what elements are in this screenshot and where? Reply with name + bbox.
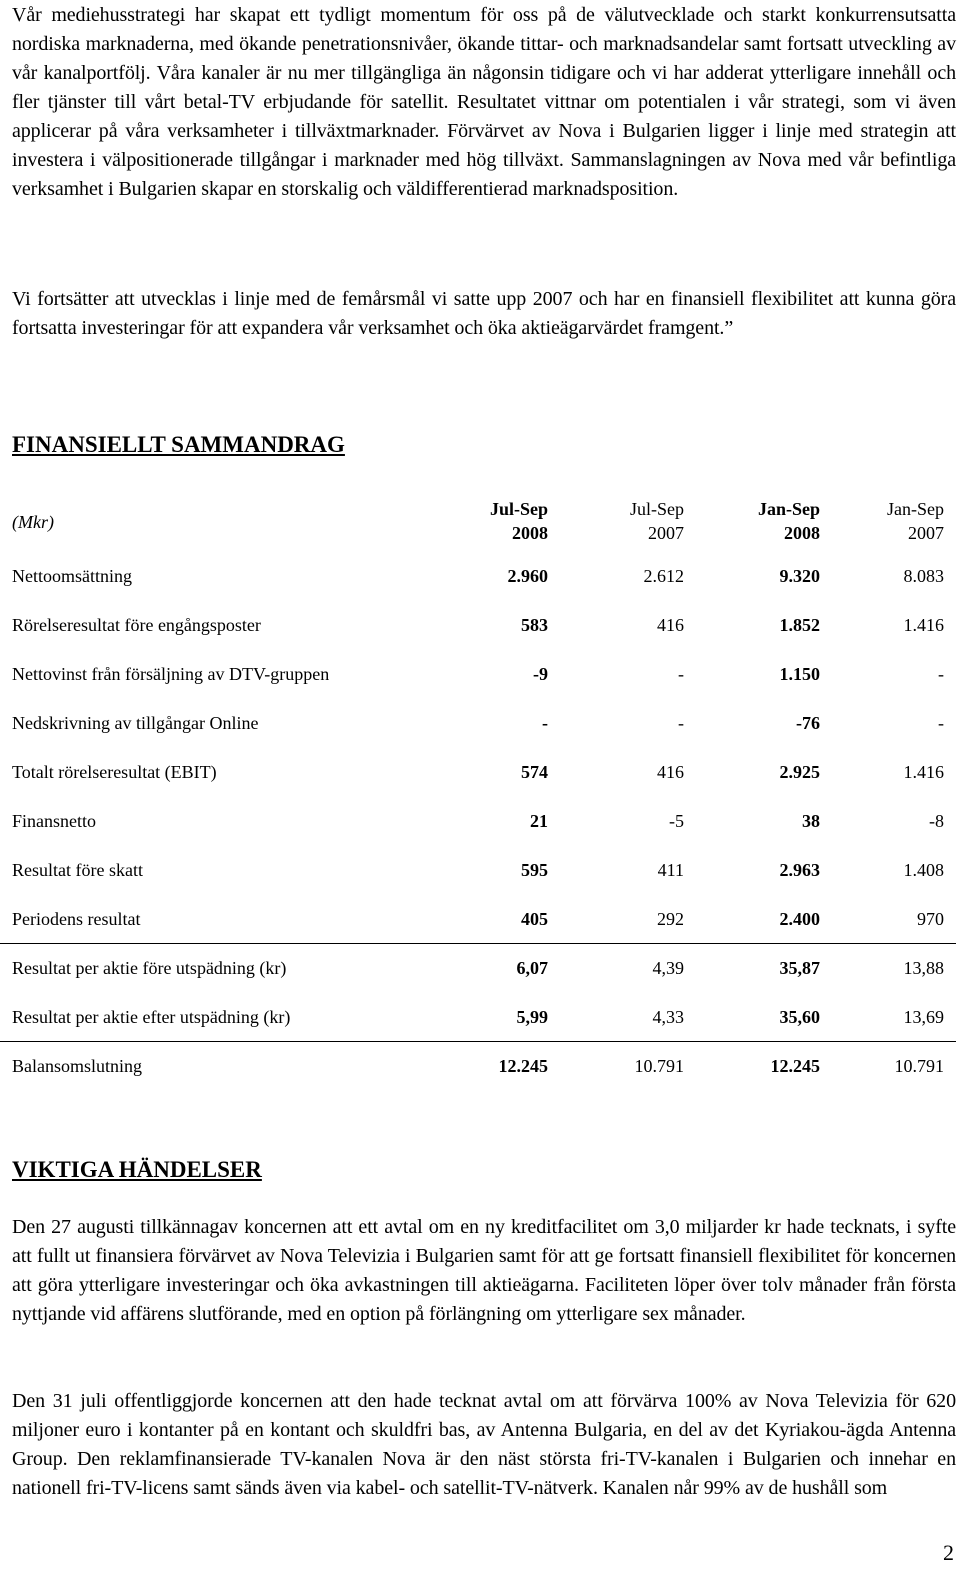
cell-value: 574 <box>521 761 548 782</box>
cell-value: 9.320 <box>779 565 820 586</box>
table-row <box>12 650 956 699</box>
table-row <box>12 601 956 650</box>
events-paragraph-1: Den 27 augusti tillkännagav koncernen att ett avtal om en ny kreditfacilitet om 3,0 miljarder kr hade tecknats, i syfte att fullt ut finansiera förvärvet av Nova Televizia i Bulgarien samt för att ge fortsatt finansiell flexibilitet för koncernen att göra ytterligare investeringar och öka avkastningen till aktieägarna. Faciliteten löper över tolv månader från första nyttjande vid affärens slutförande, med en option på förlängning om ytterligare sex månader. <box>12 1216 956 1325</box>
cell-value: 35,60 <box>779 1006 820 1027</box>
row-label: Rörelseresultat före engångsposter <box>12 614 261 635</box>
table-body <box>12 552 956 1091</box>
table-row <box>12 1042 956 1091</box>
intro-paragraph-1: Vår mediehusstrategi har skapat ett tydligt momentum för oss på de välutvecklade och starkt konkurrensutsatta nordiska marknaderna, med ökande penetrationsnivåer, ökande tittar- och marknadsandelar samt fortsatt utveckling av vår kanalportfölj. Våra kanaler är nu mer tillgängliga än någonsin tidigare och vi har adderat ytterligare innehåll och fler tjänster till vårt betal-TV erbjudande för satellit. Resultatet vittnar om potentialen i vår strategi, som vi även applicerar på våra verksamheter i tillväxtmarknader. Förvärvet av Nova i Bulgarien ligger i linje med strategin att investera i välpositionerade tillgångar i marknader med hög tillväxt. Sammanslagningen av Nova med vår befintliga verksamhet i Bulgarien skapar en storskalig och väldifferentierad marknadsposition. <box>12 4 956 200</box>
cell-value: 12.245 <box>770 1055 820 1076</box>
cell-value: 35,87 <box>779 957 820 978</box>
cell-value: 13,88 <box>903 957 944 978</box>
row-label: Nedskrivning av tillgångar Online <box>12 712 259 733</box>
column-header-jan-sep-2008: Jan-Sep 2008 <box>757 499 820 543</box>
cell-value: 2.400 <box>779 908 820 929</box>
cell-value: 1.408 <box>903 859 944 880</box>
cell-value: -76 <box>796 712 820 733</box>
column-header-jul-sep-2008: Jul-Sep 2008 <box>489 499 548 543</box>
cell-value: 1.416 <box>903 614 944 635</box>
events-paragraph-2: Den 31 juli offentliggjorde koncernen att den hade tecknat avtal om att förvärva 100% av Nova Televizia för 620 miljoner euro i kontanter på en kontant och skuldfri bas, av Antenna Bulgaria, en del av det Kyriakou-ägda Antenna Group. Den reklamfinansierade TV-kanalen Nova är den näst största fri-TV-kanalen i Bulgarien och innehar en nationell fri-TV-licens samt sänds även via kabel- och satellit-TV-nätverk. Kanalen når 99% av de hushåll som <box>12 1390 956 1499</box>
unit-label: (Mkr) <box>12 512 54 532</box>
cell-value: 12.245 <box>498 1055 548 1076</box>
table-row <box>12 846 956 895</box>
table-row <box>12 797 956 846</box>
cell-value: 595 <box>521 859 548 880</box>
page-number: 2 <box>943 1540 954 1565</box>
cell-value: 1.852 <box>779 614 820 635</box>
row-label: Nettoomsättning <box>12 565 132 586</box>
column-header-jul-sep-2007: Jul-Sep 2007 <box>630 499 684 543</box>
cell-value: 970 <box>917 908 944 929</box>
cell-value: 2.960 <box>507 565 548 586</box>
row-label: Resultat före skatt <box>12 859 143 880</box>
cell-value: 10.791 <box>634 1055 684 1076</box>
cell-value: 405 <box>521 908 548 929</box>
table-row <box>12 895 956 944</box>
intro-paragraph-2: Vi fortsätter att utvecklas i linje med de femårsmål vi satte upp 2007 och har en finansiell flexibilitet att kunna göra fortsatta investeringar för att expandera vår verksamhet och öka aktieägarvärdet framgent.” <box>12 288 956 339</box>
financial-summary-table <box>12 492 956 1091</box>
row-label: Resultat per aktie före utspädning (kr) <box>12 957 287 978</box>
table-header <box>12 492 956 552</box>
cell-value: 4,33 <box>652 1006 684 1027</box>
cell-value: - <box>678 663 684 684</box>
cell-value: 2.612 <box>643 565 684 586</box>
cell-value: 5,99 <box>516 1006 548 1027</box>
cell-value: 2.963 <box>779 859 820 880</box>
row-label: Finansnetto <box>12 810 96 831</box>
table-row <box>12 552 956 601</box>
cell-value: -5 <box>669 810 684 831</box>
row-label: Totalt rörelseresultat (EBIT) <box>12 761 217 782</box>
cell-value: - <box>678 712 684 733</box>
cell-value: -9 <box>533 663 548 684</box>
cell-value: 1.416 <box>903 761 944 782</box>
column-header-jan-sep-2007: Jan-Sep 2007 <box>887 499 944 543</box>
table-row <box>12 748 956 797</box>
row-label: Balansomslutning <box>12 1055 142 1076</box>
cell-value: - <box>938 712 944 733</box>
cell-value: -8 <box>929 810 944 831</box>
cell-value: 6,07 <box>516 957 548 978</box>
table-row <box>12 993 956 1042</box>
row-label: Periodens resultat <box>12 908 141 929</box>
cell-value: 4,39 <box>652 957 684 978</box>
cell-value: 411 <box>657 859 684 880</box>
cell-value: 13,69 <box>903 1006 944 1027</box>
cell-value: 8.083 <box>903 565 944 586</box>
cell-value: 1.150 <box>779 663 820 684</box>
cell-value: 583 <box>521 614 548 635</box>
cell-value: 38 <box>802 810 820 831</box>
cell-value: 2.925 <box>779 761 820 782</box>
important-events-heading: VIKTIGA HÄNDELSER <box>12 1157 262 1182</box>
cell-value: 10.791 <box>894 1055 944 1076</box>
cell-value: - <box>542 712 548 733</box>
table-row <box>12 699 956 748</box>
cell-value: 416 <box>657 761 684 782</box>
financial-summary-heading: FINANSIELLT SAMMANDRAG <box>12 432 345 457</box>
table-row <box>12 944 956 993</box>
cell-value: 292 <box>657 908 684 929</box>
row-label: Nettovinst från försäljning av DTV-gruppen <box>12 663 330 684</box>
cell-value: 21 <box>530 810 548 831</box>
cell-value: - <box>938 663 944 684</box>
row-label: Resultat per aktie efter utspädning (kr) <box>12 1006 291 1027</box>
cell-value: 416 <box>657 614 684 635</box>
